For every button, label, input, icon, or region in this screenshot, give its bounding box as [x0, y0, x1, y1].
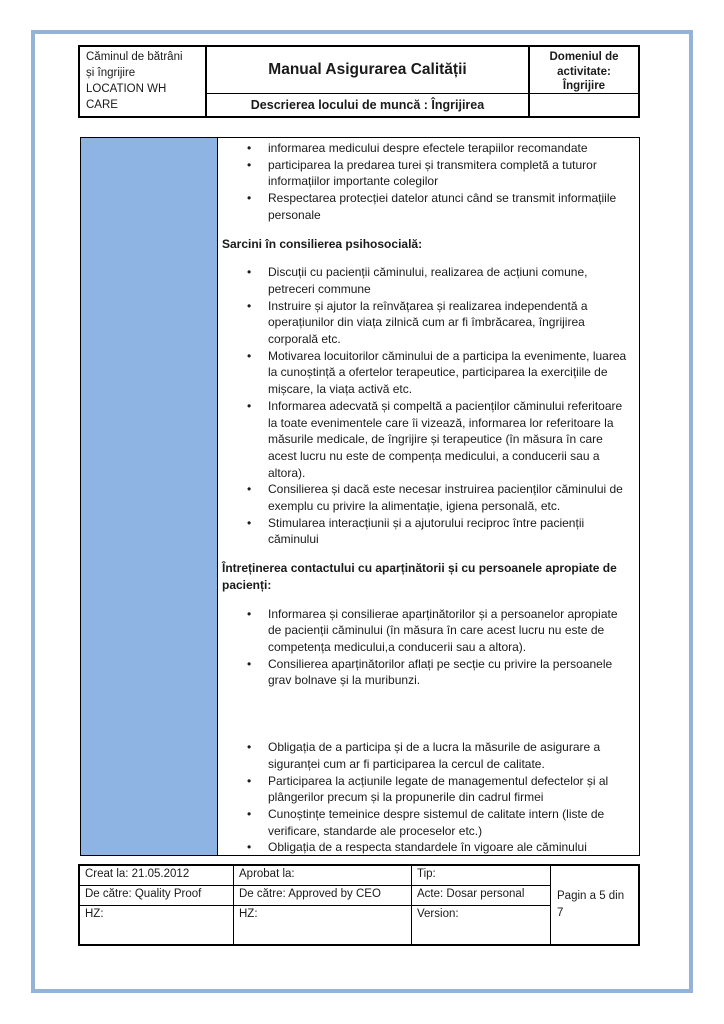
bullet-item: • Respectarea protecției datelor atunci când se transmit informațiile personale	[268, 190, 633, 223]
bullet-item: • Informarea și consilierae aparținătorilor și a persoanelor apropiate de pacienții căminului (în măsura în care acest lucru nu este de competența medicului,a conducerii sau a altora).	[268, 606, 633, 656]
footer-version: Version:	[412, 906, 551, 944]
footer-type: Tip:	[412, 866, 551, 886]
bullet-item: • Consilierea aparținătorilor aflați pe secție cu privire la persoanele grav bolnave și la muribunzi.	[268, 656, 633, 689]
bullet-item: • Motivarea locuitorilor căminului de a participa la evenimente, luarea la cunoștință a ofertelor terapeutice, participarea la exercițiile de mișcare, la viața activă etc.	[268, 348, 633, 398]
bullet-list	[222, 606, 633, 690]
bullet-item: • Cunoștințe temeinice despre sistemul de calitate intern (liste de verificare, standarde ale proceselor etc.)	[268, 806, 633, 839]
domain-of-activity	[528, 47, 638, 94]
bullet-item: • Stimularea interacțiunii și a ajutorului reciproc între pacienții căminului	[268, 515, 633, 548]
section-heading: Întreținerea contactului cu aparținătorii și cu persoanele apropiate de pacienți:	[222, 561, 617, 592]
domain-line: Îngrijire	[562, 80, 606, 93]
bullet-item: • Participarea la acțiunile legate de managementul defectelor și al plângerilor precum și la propunerile din cadrul firmei	[268, 773, 633, 806]
domain-empty-cell	[528, 94, 638, 116]
facility-name	[80, 47, 207, 116]
bullet-item: • participarea la predarea turei și transmitera completă a tuturor informațiilor importante colegilor	[268, 157, 633, 190]
footer-hz-1: HZ:	[80, 906, 234, 944]
bullet-item: • Consilierea și dacă este necesar instruirea pacienților căminului de exemplu cu privire la alimentație, igiena personală, etc.	[268, 481, 633, 514]
footer-hz-2: HZ:	[234, 906, 412, 944]
footer-approved-at: Aprobat la:	[234, 866, 412, 886]
bullet-item: • Instruire și ajutor la reînvățarea și realizarea independentă a operațiunilor din viața zilnică cum ar fi îmbrăcarea, îngrijirea corporală etc.	[268, 298, 633, 348]
domain-line: Domeniul de	[549, 51, 619, 63]
document-title: Manual Asigurarea Calității	[207, 47, 528, 94]
facility-line: LOCATION WH CARE	[86, 82, 167, 111]
facility-line: și îngrijire	[86, 66, 136, 79]
footer-created-by: De către: Quality Proof	[80, 886, 234, 906]
section-heading: Sarcini în consilierea psihosocială:	[222, 236, 423, 251]
bullet-list	[222, 739, 633, 855]
footer-approved-by: De către: Approved by CEO	[234, 886, 412, 906]
footer-created-at: Creat la: 21.05.2012	[80, 866, 234, 886]
footer-acte: Acte: Dosar personal	[412, 886, 551, 906]
bullet-item: • Discuții cu pacienții căminului, realizarea de acțiuni comune, petreceri commune	[268, 264, 633, 297]
header-table	[78, 45, 640, 118]
bullet-list	[222, 264, 633, 548]
bullet-item: • Obligația de a participa și de a lucra la măsurile de asigurare a siguranței cum ar fi participarea la cercul de calitate.	[268, 739, 633, 772]
bullet-item: • Informarea adecvată și compeltă a pacienților căminului referitoare la toate evenimentele care îi vizează, informarea lor referitoare la măsurile medicale, de îngrijire și terapeutice (în măsura în care acest lucru nu este de compența medicului, a conducerii sau a altora).	[268, 398, 633, 482]
content-blocks	[218, 138, 639, 855]
footer-table	[78, 864, 640, 946]
body-table	[80, 137, 640, 856]
spacer	[222, 689, 633, 739]
job-description-subtitle: Descrierea locului de muncă : Îngrijirea	[250, 98, 485, 112]
bullet-item: • Obligația de a respecta standardele în vigoare ale căminului	[268, 839, 633, 855]
footer-page-info: Pagin a 5 din 7	[557, 889, 625, 919]
blue-sidebar-cell	[81, 138, 218, 855]
bullet-item: • informarea medicului despre efectele terapiilor recomandate	[268, 140, 633, 157]
domain-line: activitate:	[557, 65, 611, 78]
bullet-list	[222, 140, 633, 224]
facility-line: Căminul de bătrâni	[86, 51, 183, 63]
